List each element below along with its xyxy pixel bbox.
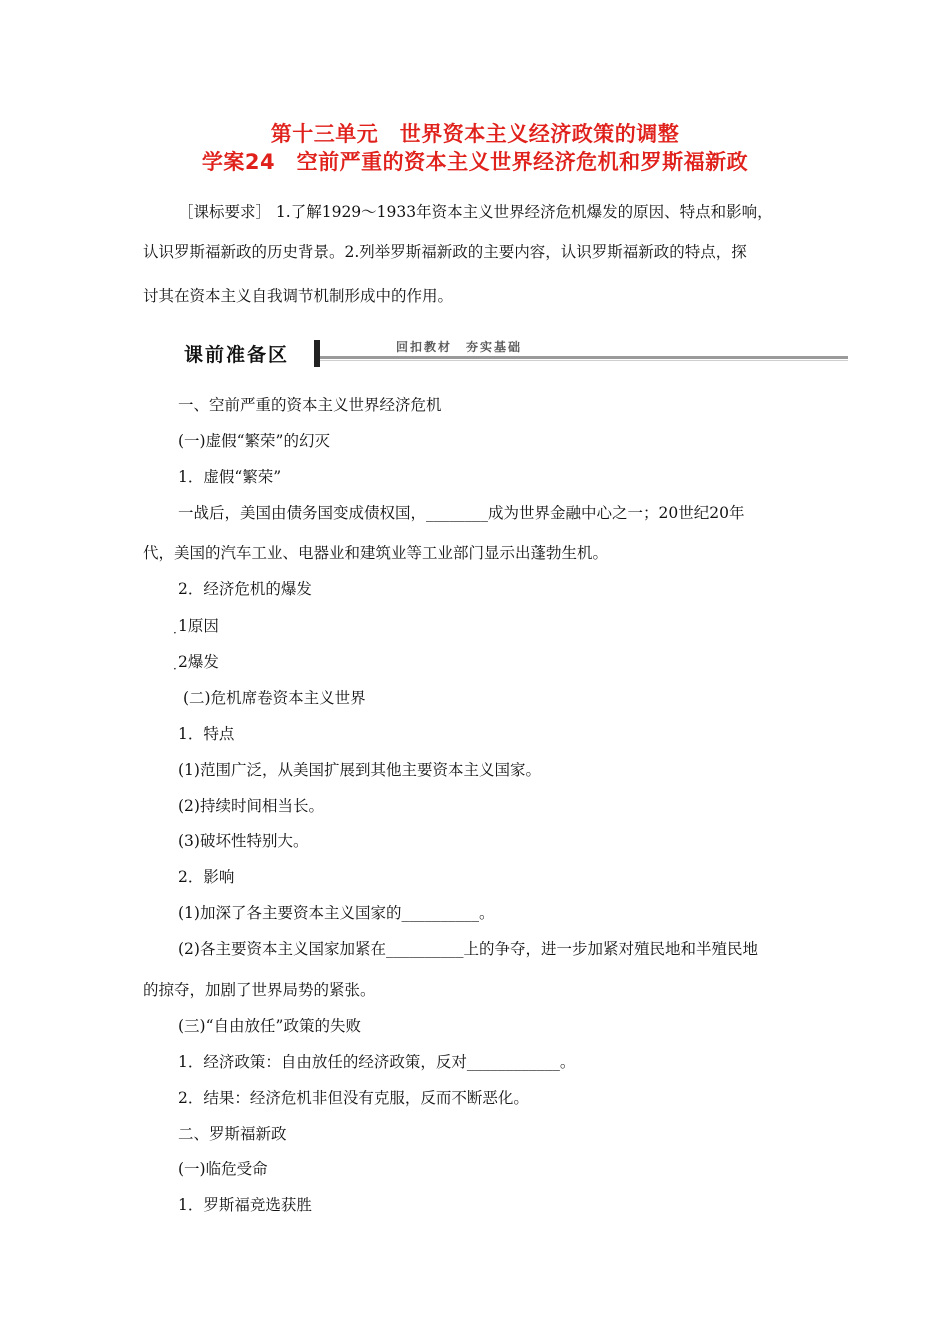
- banner-label: 课前准备区: [184, 344, 290, 366]
- lesson-title: 学案24 空前严重的资本主义世界经济危机和罗斯福新政: [201, 150, 749, 174]
- list-item: 2爆发: [178, 653, 219, 671]
- section-heading-2: 二、罗斯福新政: [178, 1125, 287, 1143]
- banner-rule: [320, 356, 848, 359]
- subsection-heading: (二)危机席卷资本主义世界: [183, 689, 366, 707]
- banner-rule-shadow: [320, 360, 848, 361]
- unit-title: 第十三单元 世界资本主义经济政策的调整: [270, 122, 680, 146]
- subsection-heading: (三)“自由放任”政策的失败: [178, 1017, 361, 1035]
- requirements-line-2: 认识罗斯福新政的历史背景。2.列举罗斯福新政的主要内容，认识罗斯福新政的特点，探: [143, 243, 747, 261]
- list-item: (3)破坏性特别大。: [178, 832, 309, 850]
- paragraph-line: 的掠夺，加剧了世界局势的紧张。: [143, 981, 376, 999]
- banner-subtitle: 回扣教材 夯实基础: [392, 338, 526, 355]
- requirements-line-3: 讨其在资本主义自我调节机制形成中的作用。: [143, 287, 454, 305]
- item-heading: 2．影响: [178, 868, 235, 886]
- list-item: 2．结果：经济危机非但没有克服，反而不断恶化。: [178, 1089, 529, 1107]
- banner-bar: [314, 340, 320, 367]
- list-item: (1)加深了各主要资本主义国家的__________。: [178, 904, 495, 922]
- paragraph-line: 代，美国的汽车工业、电器业和建筑业等工业部门显示出蓬勃生机。: [143, 544, 609, 562]
- list-item: 1．经济政策：自由放任的经济政策，反对____________。: [178, 1053, 576, 1071]
- paragraph-line: (2)各主要资本主义国家加紧在__________上的争夺，进一步加紧对殖民地和半殖民地: [178, 940, 758, 958]
- subsection-heading: (一)虚假“繁荣”的幻灭: [178, 432, 330, 450]
- subsection-heading: (一)临危受命: [178, 1160, 268, 1178]
- paragraph-line: 一战后，美国由债务国变成债权国，________成为世界金融中心之一；20世纪20年: [178, 504, 745, 522]
- item-heading: 1．罗斯福竞选获胜: [178, 1196, 312, 1214]
- list-item: (2)持续时间相当长。: [178, 797, 324, 815]
- section-banner: [180, 336, 848, 370]
- section-heading-1: 一、空前严重的资本主义世界经济危机: [178, 396, 442, 414]
- requirements-line-1: ［课标要求］ 1.了解1929～1933年资本主义世界经济危机爆发的原因、特点和影响，: [178, 203, 773, 221]
- bullet-dot: ·: [173, 626, 177, 640]
- item-heading: 2．经济危机的爆发: [178, 580, 312, 598]
- item-heading: 1．虚假“繁荣”: [178, 468, 282, 486]
- item-heading: 1．特点: [178, 725, 235, 743]
- bullet-dot: ·: [173, 662, 177, 676]
- list-item: 1原因: [178, 617, 219, 635]
- list-item: (1)范围广泛，从美国扩展到其他主要资本主义国家。: [178, 761, 541, 779]
